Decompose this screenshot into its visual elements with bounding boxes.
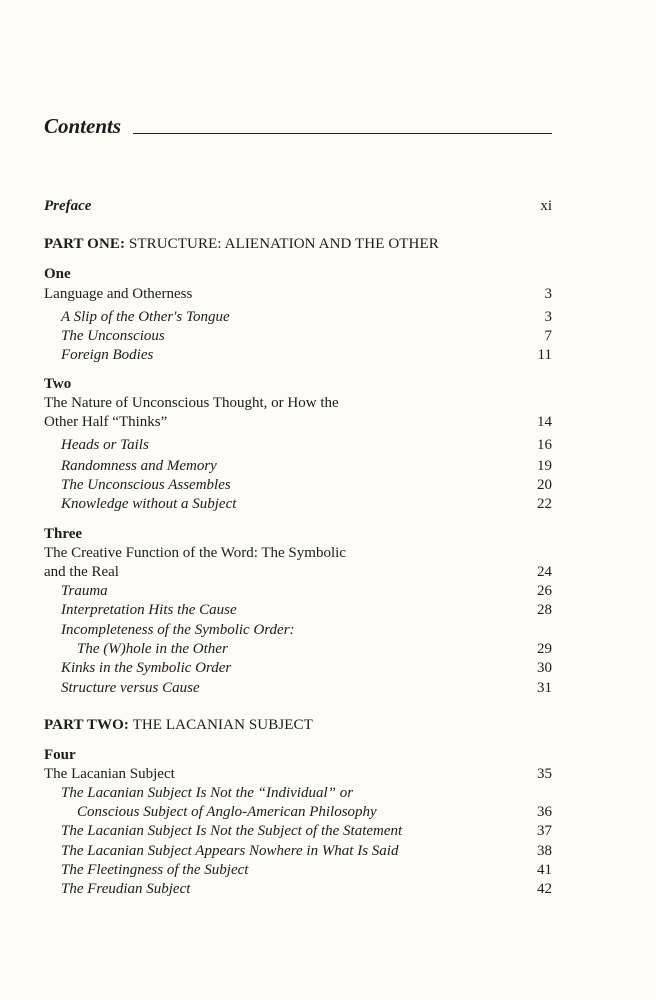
entry-title: The (W)hole in the Other: [77, 641, 228, 657]
entry-page: 22: [537, 496, 552, 512]
toc-entry-section[interactable]: [44, 821, 552, 841]
page-title: Contents: [44, 114, 122, 138]
toc-entry-chapter-line[interactable]: [44, 543, 552, 563]
chapter-number: Two: [44, 376, 72, 392]
toc-entry-preface[interactable]: [44, 196, 552, 216]
toc-entry-chapter[interactable]: [44, 562, 552, 582]
toc-entry-section[interactable]: [44, 860, 552, 880]
part-label: PART ONE:: [44, 236, 126, 252]
part-heading: [44, 715, 552, 735]
entry-title: The Lacanian Subject Is Not the Subject of the Statement: [61, 823, 403, 839]
toc-entry-section[interactable]: [44, 456, 552, 476]
entry-title: The Lacanian Subject: [44, 766, 175, 782]
entry-title: The Creative Function of the Word: The Symbolic: [44, 545, 346, 561]
entry-page: 3: [544, 286, 552, 302]
entry-page: 19: [537, 458, 552, 474]
entry-page: 38: [537, 843, 552, 859]
entry-title: The Lacanian Subject Is Not the “Individual” or: [61, 785, 354, 801]
entry-page: 28: [537, 602, 552, 618]
entry-page: 24: [537, 564, 552, 580]
entry-title: Incompleteness of the Symbolic Order:: [61, 622, 295, 638]
toc-entry-section[interactable]: [44, 600, 552, 620]
entry-page: 3: [544, 309, 552, 325]
entry-title: Heads or Tails: [61, 437, 149, 453]
toc-entry-section[interactable]: [44, 879, 552, 899]
chapter-number: Three: [44, 526, 83, 542]
entry-page: 14: [537, 414, 552, 430]
entry-page: 31: [537, 680, 552, 696]
entry-title: The Unconscious Assembles: [61, 477, 231, 493]
entry-title: The Lacanian Subject Appears Nowhere in What Is Said: [61, 843, 399, 859]
entry-page: 35: [537, 766, 552, 782]
entry-title: The Freudian Subject: [61, 881, 191, 897]
part-heading: [44, 234, 552, 254]
entry-title: The Fleetingness of the Subject: [61, 862, 249, 878]
heading-rule: [133, 133, 552, 134]
part-title: STRUCTURE: ALIENATION AND THE OTHER: [128, 236, 439, 252]
toc-entry-section[interactable]: [44, 658, 552, 678]
entry-page: 36: [537, 804, 552, 820]
entry-page: 30: [537, 660, 552, 676]
toc-entry-chapter[interactable]: [44, 284, 552, 304]
entry-title: Randomness and Memory: [61, 458, 217, 474]
entry-page: 16: [537, 437, 552, 453]
toc-entry-section[interactable]: [44, 307, 552, 327]
toc-entry-section[interactable]: [44, 494, 552, 514]
toc-entry-section[interactable]: [44, 639, 552, 659]
entry-page: 42: [537, 881, 552, 897]
entry-page: 11: [537, 347, 552, 363]
entry-title: The Nature of Unconscious Thought, or How the: [44, 395, 339, 411]
entry-title: Preface: [44, 198, 92, 214]
part-label: PART TWO:: [44, 717, 129, 733]
entry-title: Language and Otherness: [44, 286, 193, 302]
toc-entry-section-line[interactable]: [44, 620, 552, 640]
toc-entry-section[interactable]: [44, 841, 552, 861]
toc-entry-section[interactable]: [44, 435, 552, 455]
entry-page: 37: [537, 823, 552, 839]
toc-entry-section[interactable]: [44, 581, 552, 601]
entry-title: Trauma: [61, 583, 108, 599]
entry-page: 29: [537, 641, 552, 657]
entry-page: 26: [537, 583, 552, 599]
entry-title: Structure versus Cause: [61, 680, 200, 696]
toc-entry-section[interactable]: [44, 475, 552, 495]
toc-entry-chapter-line[interactable]: [44, 393, 552, 413]
toc-entry-section[interactable]: [44, 802, 552, 822]
entry-title: and the Real: [44, 564, 119, 580]
entry-title: The Unconscious: [61, 328, 165, 344]
toc-entry-section[interactable]: [44, 678, 552, 698]
entry-page: 20: [537, 477, 552, 493]
entry-title: Foreign Bodies: [61, 347, 154, 363]
entry-title: Other Half “Thinks”: [44, 414, 168, 430]
entry-title: A Slip of the Other's Tongue: [61, 309, 230, 325]
chapter-number: One: [44, 266, 71, 282]
toc-entry-chapter[interactable]: [44, 412, 552, 432]
entry-title: Conscious Subject of Anglo-American Philosophy: [77, 804, 377, 820]
entry-page: 41: [537, 862, 552, 878]
entry-title: Interpretation Hits the Cause: [61, 602, 237, 618]
toc-entry-section-line[interactable]: [44, 783, 552, 803]
toc-entry-section[interactable]: [44, 326, 552, 346]
chapter-number: Four: [44, 747, 76, 763]
part-title: THE LACANIAN SUBJECT: [132, 717, 313, 733]
toc-entry-chapter[interactable]: [44, 764, 552, 784]
entry-title: Kinks in the Symbolic Order: [61, 660, 232, 676]
toc-entry-section[interactable]: [44, 345, 552, 365]
entry-page: 7: [544, 328, 552, 344]
entry-title: Knowledge without a Subject: [61, 496, 237, 512]
contents-heading: [44, 114, 552, 144]
entry-page: xi: [540, 198, 552, 214]
